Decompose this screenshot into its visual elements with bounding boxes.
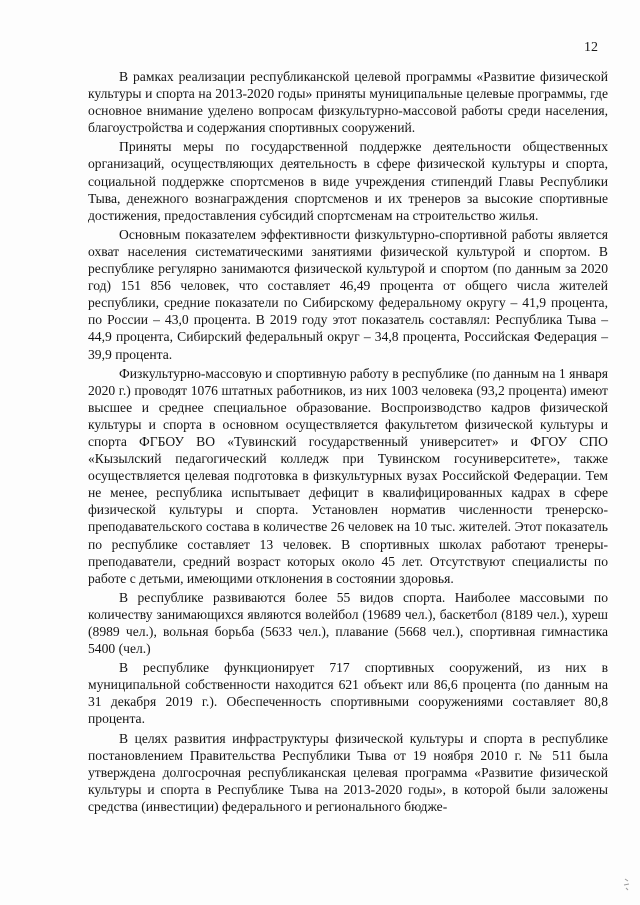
paragraph: Основным показателем эффективности физкультурно-спортивной работы является охват населения систематическими занятиями физической культурой и спортом. В республике регулярно занимаются физической культурой и спортом (по данным за 2020 год) 151 856 человек, что составляет 46,49 процента от общего числа жителей республики, средние показатели по Сибирскому федеральному округу – 41,9 процента, по России – 43,0 процента. В 2019 году этот показатель составлял: Республика Тыва – 44,9 процента, Сибирский федеральный округ – 34,8 процента, Российская Федерация – 39,9 процента. xyxy=(88,226,608,362)
body-text xyxy=(88,68,608,817)
paragraph: В республике развиваются более 55 видов спорта. Наиболее массовыми по количеству занимающихся являются волейбол (19689 чел.), баскетбол (8189 чел.), хуреш (8989 чел.), вольная борьба (5633 чел.), плавание (5668 чел.), спортивная гимнастика 5400 (чел.) xyxy=(88,589,608,657)
paragraph: Физкультурно-массовую и спортивную работу в республике (по данным на 1 января 2020 г.) проводят 1076 штатных работников, из них 1003 человека (93,2 процента) имеют высшее и среднее специальное образование. Воспроизводство кадров физической культуры и спорта в основном осуществляется факультетом физической культуры и спорта ФГБОУ ВО «Тувинский государственный университет» и ФГОУ СПО «Кызылский педагогический колледж при Тувинском госуниверситете», также осуществляется целевая подготовка в физкультурных вузах Российской Федерации. Тем не менее, республика испытывает дефицит в квалифицированных кадрах в сфере физической культуры и спорта. Установлен норматив численности тренерско-преподавательского состава в количестве 26 человек на 10 тыс. жителей. Этот показатель по республике составляет 13 человек. В спортивных школах работают тренеры-преподаватели, средний возраст которых около 45 лет. Отсутствуют специалисты по работе с детьми, имеющими отклонения в состоянии здоровья. xyxy=(88,365,608,586)
page-number: 12 xyxy=(584,40,598,55)
paragraph: В целях развития инфраструктуры физической культуры и спорта в республике постановлением Правительства Республики Тыва от 19 ноября 2010 г. № 511 была утверждена долгосрочная республиканская целевая программа «Развитие физической культуры и спорта в Республике Тыва на 2013-2020 годы», в которой были заложены средства (инвестиции) федерального и регионального бюдже- xyxy=(88,730,608,814)
paragraph: В республике функционирует 717 спортивных сооружений, из них в муниципальной собственности находится 621 объект или 86,6 процента (по данным на 31 декабря 2019 г.). Обеспеченность спортивными сооружениями составляет 80,8 процента. xyxy=(88,660,608,727)
paragraph: В рамках реализации республиканской целевой программы «Развитие физической культуры и спорта на 2013-2020 годы» приняты муниципальные целевые программы, где основное внимание уделено вопросам физкультурно-массовой работы среди населения, благоустройства и содержания спортивных сооружений. xyxy=(88,69,608,136)
scan-mark-icon xyxy=(622,877,632,891)
paragraph: Приняты меры по государственной поддержке деятельности общественных организаций, осуществляющих деятельность в сфере физической культуры и спорта, социальной поддержке спортсменов в виде учреждения стипендий Главы Республики Тыва, денежного вознаграждения спортсменов и их тренеров за высокие спортивные достижения, предоставления субсидий спортсменам на строительство жилья. xyxy=(88,139,608,223)
